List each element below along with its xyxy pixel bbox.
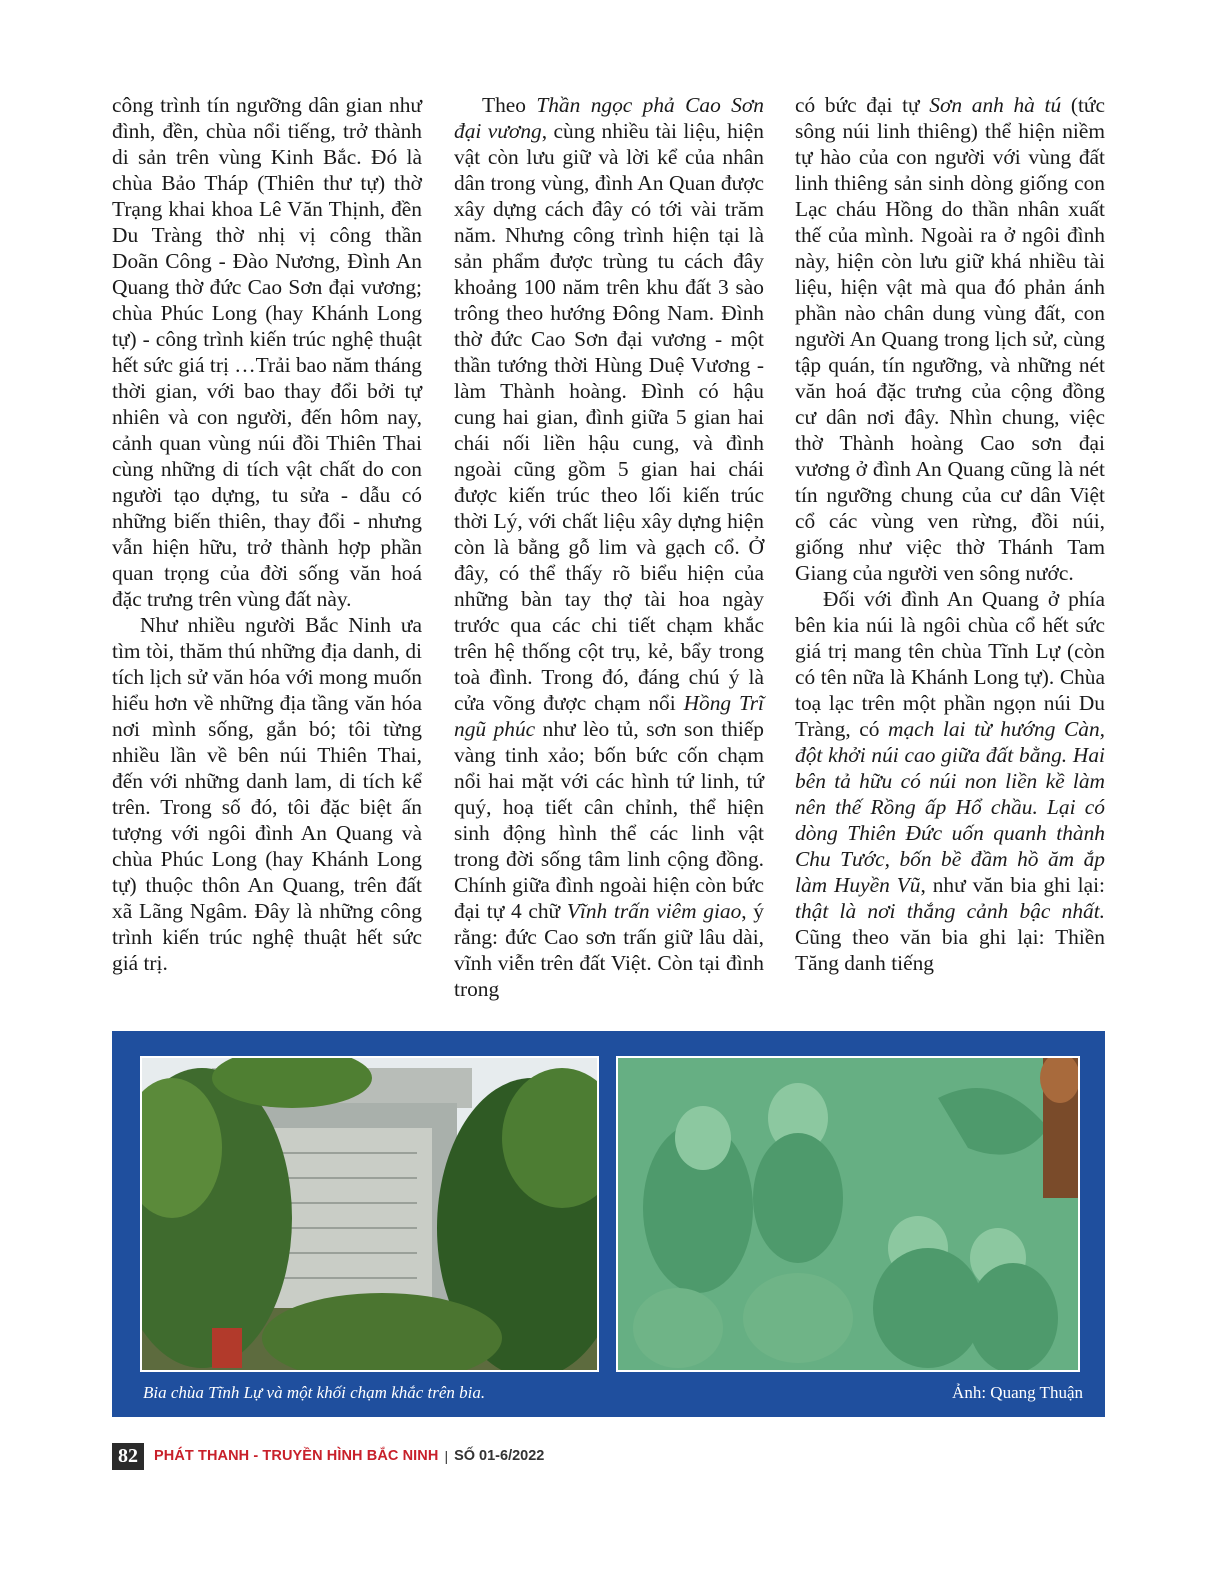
paragraph xyxy=(454,92,764,1002)
photo-credit: Ảnh: Quang Thuận xyxy=(952,1383,1083,1402)
stele-illustration xyxy=(142,1058,597,1370)
paragraph: công trình tín ngưỡng dân gian như đình, đền, chùa nổi tiếng, trở thành di sản trên vùng Kinh Bắc. Đó là chùa Bảo Tháp (Thiên thư tự) thờ Trạng khai khoa Lê Văn Thịnh, đền Du Tràng thờ nhị vị công thần Doãn Công - Đào Nương, Đình An Quang thờ đức Cao Sơn đại vương; chùa Phúc Long (hay Khánh Long tự) - công trình kiến trúc nghệ thuật hết sức giá trị …Trải bao năm tháng thời gian, với bao thay đổi bởi tự nhiên và con người, đến hôm nay, cảnh quan vùng núi đồi Thiên Thai cùng những di tích vật chất do con người tạo dựng, tu sửa - dẫu có những biến thiên, thay đổi - nhưng vẫn hiện hữu, trở thành hợp phần quan trọng của đời sống văn hoá đặc trưng trên vùng đất này. xyxy=(112,93,422,611)
page-number: 82 xyxy=(112,1443,144,1470)
text-run: có bức đại tự xyxy=(795,93,930,117)
text-run: , cùng nhiều tài liệu, hiện vật còn lưu giữ và lời kể của nhân dân trong vùng, đình An Quan được xây dựng cách đây có tới vài trăm năm. Nhưng công trình hiện tại là sản phẩm được trùng tu cách đây khoảng 100 năm trên khu đất 3 sào trông theo hướng Đông Nam. Đình thờ đức Cao Sơn đại vương - một thần tướng thời Hùng Duệ Vương - làm Thành hoàng. Đình có hậu cung hai gian, đình giữa 5 gian hai chái nối liền hậu cung, và đình ngoài cũng gồm 5 gian hai chái được kiến trúc theo lối kiến trúc thời Lý, với chất liệu xây dựng hiện còn là bằng gỗ lim và gạch cổ. Ở đây, có thể thấy rõ biểu hiện của những bàn tay thợ tài hoa ngày trước qua các chi tiết chạm khắc trên hệ thống cột trụ, kẻ, bẩy trong toà đình. Trong đó, đáng chú ý là cửa võng được chạm nổi xyxy=(454,119,765,715)
text-run: (tức sông núi linh thiêng) thể hiện niềm tự hào của con người với vùng đất linh thiêng sản sinh dòng giống con Lạc cháu Hồng do thần nhân xuất thế của mình. Ngoài ra ở ngôi đình này, hiện còn lưu giữ khá nhiều tài liệu, hiện vật mà qua đó phản ánh phần nào chân dung vùng đất, con người An Quang trong lịch sử, cùng tập quán, tín ngưỡng, và những nét văn hoá đặc trưng của cộng đồng cư dân nơi đây. Nhìn chung, việc thờ Thành hoàng Cao sơn đại vương ở đình An Quang cũng là nét tín ngưỡng chung của cư dân Việt cổ các vùng ven rừng, đồi núi, giống như việc thờ Thánh Tam Giang của người ven sông nước. xyxy=(795,93,1105,585)
paragraph: Như nhiều người Bắc Ninh ưa tìm tòi, thăm thú những địa danh, di tích lịch sử văn hóa với mong muốn hiểu hơn về những địa tầng văn hóa nơi mình sống, gắn bó; tôi từng nhiều lần về bên núi Thiên Thai, đến với những danh lam, di tích kể trên. Trong số đó, tôi đặc biệt ấn tượng với ngôi đình An Quang và chùa Phúc Long (hay Khánh Long tự) thuộc thôn An Quang, trên đất xã Lãng Ngâm. Đây là những công trình kiến trúc nghệ thuật hết sức giá trị. xyxy=(112,613,422,975)
italic-title: Sơn anh hà tú xyxy=(929,93,1062,117)
italic-quote: thật là nơi thắng cảnh bậc nhất. xyxy=(795,899,1105,923)
text-run: , ý rằng: đức Cao sơn trấn giữ lâu dài, vĩnh viễn trên đất Việt. Còn tại đình trong xyxy=(454,899,764,1001)
paragraph xyxy=(795,92,1105,586)
italic-title: Vĩnh trấn viêm giao xyxy=(566,899,742,923)
article-column-2 xyxy=(454,92,764,1002)
paragraph xyxy=(795,586,1105,976)
article-column-3 xyxy=(795,92,1105,976)
footer-separator: | xyxy=(444,1448,449,1464)
italic-title: Thần ngọc phả Cao Sơn đại vương xyxy=(454,93,764,143)
carving-illustration xyxy=(618,1058,1078,1370)
text-run: , như văn bia ghi lại: xyxy=(920,873,1105,897)
text-run: Theo xyxy=(482,93,537,117)
text-run: như lèo tủ, sơn son thiếp vàng tinh xảo; bốn bức cốn chạm nổi hai mặt với các hình tứ linh, tứ quý, hoạ tiết cân chỉnh, thể hiện sinh động hình thể các linh vật trong đời sống tâm linh cộng đồng. Chính giữa đình ngoài hiện còn bức đại tự 4 chữ xyxy=(454,717,764,923)
page-footer xyxy=(112,1441,544,1471)
italic-title: Hồng Trĩ ngũ phúc xyxy=(454,691,764,741)
text-run: Đối với đình An Quang ở phía bên kia núi là ngôi chùa cổ hết sức giá trị mang tên chùa Tĩnh Lự (còn có tên nữa là Khánh Long tự). Chùa toạ lạc trên một phần ngọn núi Du Tràng, có xyxy=(795,587,1105,741)
article-column-1 xyxy=(112,92,422,976)
issue-number: SỐ 01-6/2022 xyxy=(454,1448,545,1464)
stele-photo xyxy=(140,1056,599,1372)
photo-panel xyxy=(112,1031,1105,1417)
publication-name: PHÁT THANH - TRUYỀN HÌNH BẮC NINH xyxy=(154,1448,439,1464)
carving-photo xyxy=(616,1056,1080,1372)
italic-quote: mạch lai từ hướng Càn, đột khởi núi cao giữa đất bằng. Hai bên tả hữu có núi non liền kề làm nên thế Rồng ấp Hổ chầu. Lại có dòng Thiên Đức uốn quanh thành Chu Tước, bốn bề đầm hồ ăm ắp làm Huyền Vũ xyxy=(795,717,1105,897)
text-run: Cũng theo văn bia ghi lại: Thiền Tăng danh tiếng xyxy=(795,925,1105,975)
photo-caption: Bia chùa Tĩnh Lự và một khối chạm khắc trên bia. xyxy=(143,1383,486,1402)
